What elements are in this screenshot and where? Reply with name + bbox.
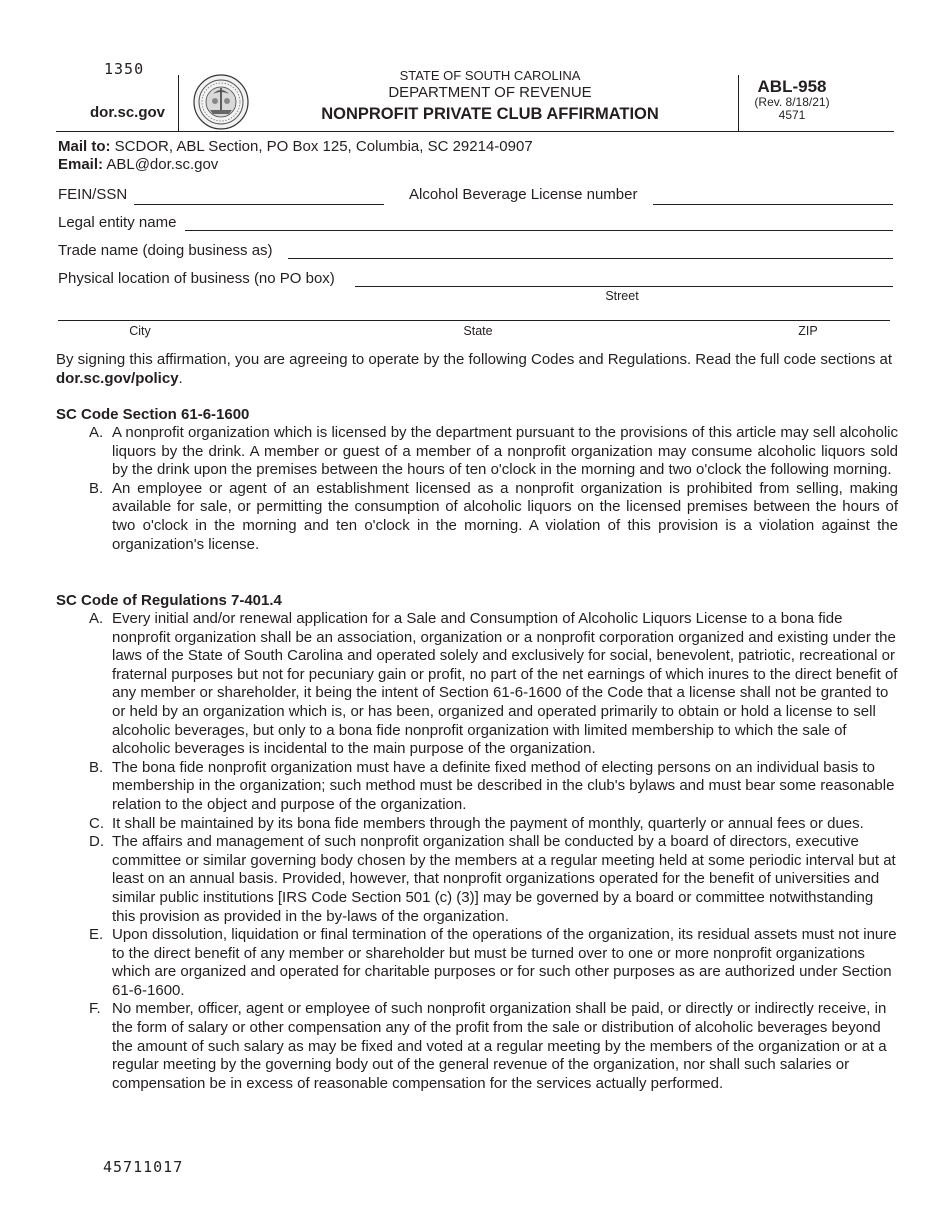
list-marker: F.	[89, 1000, 101, 1018]
department-name: DEPARTMENT OF REVENUE	[388, 84, 592, 101]
regulations-list	[56, 610, 898, 1093]
zip-caption: ZIP	[798, 324, 818, 338]
form-revision: (Rev. 8/18/21)	[754, 95, 830, 109]
header-divider-left	[178, 75, 179, 131]
website-label: dor.sc.gov	[90, 104, 166, 121]
intro-paragraph	[56, 350, 896, 388]
state-seal-icon	[193, 74, 249, 130]
header-divider-right	[738, 75, 739, 131]
email-label: Email:	[58, 156, 104, 173]
trade-name-label: Trade name (doing business as)	[58, 242, 273, 259]
mail-to-line	[58, 138, 533, 155]
list-item	[56, 759, 898, 815]
section-heading-regulations: SC Code of Regulations 7-401.4	[56, 592, 282, 609]
state-name: STATE OF SOUTH CAROLINA	[399, 68, 581, 83]
email-address: ABL@dor.sc.gov	[103, 156, 219, 173]
intro-text: By signing this affirmation, you are agreeing to operate by the following Codes and Regulations. Read the full code sections at	[56, 351, 893, 368]
list-item-text: It shall be maintained by its bona fide members through the payment of monthly, quarterly or annual fees or dues.	[112, 814, 864, 832]
form-number: ABL-958	[757, 77, 827, 96]
mail-to-address: SCDOR, ABL Section, PO Box 125, Columbia, SC 29214-0907	[110, 138, 533, 155]
list-item-text: The affairs and management of such nonprofit organization shall be conducted by a board of directors, executive committee or similar governing body chosen by the members at a regular meeting held at some periodic interval but at least on an annual basis. Provided, however, that nonprofit organizations operated for the benefit of universities and similar public institutions [IRS Code Section 501 (c) (3)] may be governed by a board or committee notwithstanding this provision as provided in the by-laws of the organization.	[112, 833, 896, 925]
list-item	[56, 1000, 898, 1093]
legal-entity-field[interactable]	[185, 230, 893, 231]
license-number-field[interactable]	[653, 204, 893, 205]
license-number-label: Alcohol Beverage License number	[409, 186, 638, 203]
state-caption: State	[463, 324, 493, 338]
list-marker: D.	[89, 833, 104, 851]
list-item	[56, 833, 898, 926]
list-item	[56, 480, 898, 554]
footer-barcode-number: 45711017	[103, 1158, 184, 1176]
city-caption: City	[129, 324, 151, 338]
list-item-text: Upon dissolution, liquidation or final termination of the operations of the organization, its residual assets must not inure to the direct benefit of any member or shareholder but must be turned over to one or more nonprofit organizations which are organized and operated for charitable purposes or for such other purposes as are authorized under Section 61-6-1600.	[112, 926, 897, 999]
list-item-text: The bona fide nonprofit organization must have a definite fixed method of electing persons on an individual basis to membership in the organization; such method must be described in the club's bylaws and must bear some reasonable relation to the object and purpose of the organization.	[112, 758, 895, 813]
form-code-top: 1350	[104, 60, 145, 78]
street-caption: Street	[605, 289, 639, 303]
section-heading-code: SC Code Section 61-6-1600	[56, 406, 250, 423]
mail-to-label: Mail to:	[58, 138, 111, 155]
list-item	[56, 815, 898, 834]
form-title: NONPROFIT PRIVATE CLUB AFFIRMATION	[321, 105, 659, 123]
list-item-text: Every initial and/or renewal application for a Sale and Consumption of Alcoholic Liquors License to a bona fide nonprofit organization shall be an association, organization or a nonprofit corporation organized and existing under the laws of the State of South Carolina and operated solely and exclusively for social, benevolent, patriotic, recreational or fraternal purposes but not for pecuniary gain or profit, no part of the net earnings of which inures to the direct benefit of any member or shareholder, it being the intent of Section 61-6-1600 of the Code that a license shall not be granted to or held by an organization which is, or has been, organized and operated primarily to obtain or hold a license to sell alcoholic beverages, but only to a bona fide nonprofit organization with limited membership to which the sale of alcoholic beverages is incidental to the main purpose of the organization.	[112, 610, 898, 758]
list-marker: B.	[89, 479, 104, 497]
list-item	[56, 926, 898, 1000]
fein-label: FEIN/SSN	[58, 186, 128, 203]
list-marker: B.	[89, 758, 104, 776]
list-item-text: A nonprofit organization which is licensed by the department pursuant to the provisions of this article may sell alcoholic liquors by the drink. A member or guest of a member of a nonprofit organization may consume alcoholic liquors sold by the drink upon the premises between the hours of ten o'clock in the morning and two o'clock the following morning.	[112, 424, 898, 479]
form-revision-code: 4571	[778, 108, 806, 122]
list-marker: A.	[89, 424, 104, 441]
email-line	[58, 156, 218, 173]
intro-end: .	[178, 370, 183, 387]
list-item-text: An employee or agent of an establishment licensed as a nonprofit organization is prohibited from selling, making available for sale, or permitting the consumption of alcoholic liquors on the licensed premises between the hours of two o'clock in the morning and ten o'clock in the morning. A violation of this provision is a violation against the organization's license.	[112, 479, 898, 553]
code-section-list	[56, 424, 898, 554]
header-rule	[56, 131, 894, 132]
list-item-text: No member, officer, agent or employee of such nonprofit organization shall be paid, or directly or indirectly receive, in the form of salary or other compensation any of the profit from the sale or distribution of alcoholic beverages beyond the amount of such salary as may be fixed and voted at a regular meeting by the members of the organization or at a regular meeting by the governing body out of the general revenue of the organization, nor shall such salaries or compensation be in excess of reasonable compensation for the services actually performed.	[112, 1000, 887, 1092]
list-marker: A.	[89, 610, 104, 627]
fein-field[interactable]	[134, 204, 384, 205]
city-state-zip-field[interactable]	[58, 320, 890, 321]
policy-link[interactable]: dor.sc.gov/policy	[56, 370, 179, 387]
list-item	[56, 610, 898, 759]
trade-name-field[interactable]	[288, 258, 893, 259]
legal-entity-label: Legal entity name	[58, 214, 177, 231]
list-item	[56, 424, 898, 480]
street-field[interactable]	[355, 286, 893, 287]
list-marker: E.	[89, 926, 104, 944]
physical-location-label: Physical location of business (no PO box)	[58, 270, 335, 287]
list-marker: C.	[89, 814, 104, 832]
